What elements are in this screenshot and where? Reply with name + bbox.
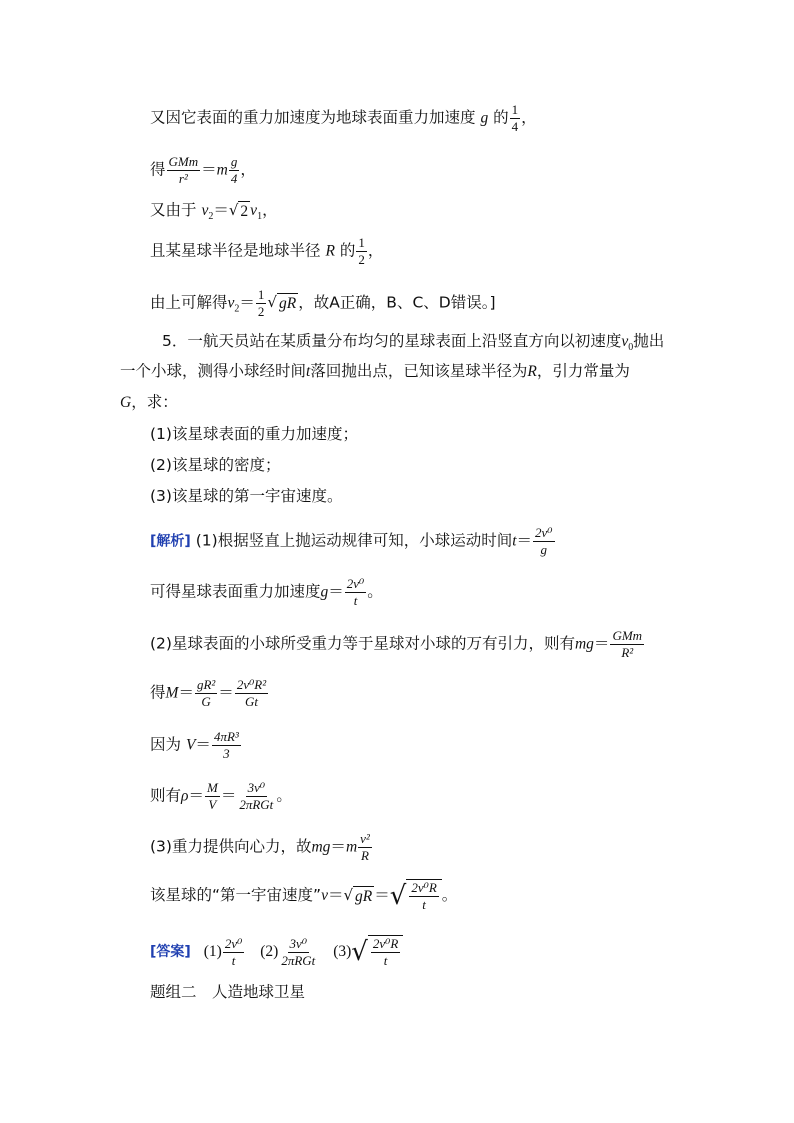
text: (3)该星球的第一宇宙速度。 (150, 487, 343, 505)
text-line-1 (150, 103, 537, 134)
den: Gt (244, 694, 258, 709)
fraction-v2-R (358, 832, 372, 863)
text: ，求： (131, 393, 178, 411)
equals: ＝ (201, 161, 217, 179)
sqrt-2 (229, 201, 250, 222)
num: 4πR³ (213, 729, 239, 744)
text: 得 (150, 160, 166, 179)
den: V (208, 797, 217, 812)
den: 2 (358, 252, 365, 267)
radicand (406, 879, 441, 913)
text: (1)根据竖直上抛运动规律可知，小球运动时间 (195, 531, 513, 550)
sqrt-gR (267, 293, 298, 314)
text: 。 (367, 582, 383, 601)
text: 的 (493, 108, 509, 127)
var-v2: v (227, 294, 235, 312)
answer-3-label: (3) (333, 943, 352, 960)
var-mg: mg (574, 635, 594, 653)
text: (2)该星球的密度； (150, 456, 281, 474)
text: ， (367, 241, 384, 260)
den: g (540, 542, 548, 557)
radical-icon: √ (228, 200, 239, 219)
den: r² (178, 171, 188, 186)
question-5-part-3 (150, 486, 342, 506)
num: v² (360, 831, 370, 846)
num: 3v⁰ (289, 935, 308, 951)
radical-icon: √ (343, 885, 354, 904)
fraction-2v0-t (223, 937, 244, 968)
equals: ＝ (374, 887, 390, 904)
equals: ＝ (516, 532, 533, 550)
text-line-4 (150, 236, 383, 267)
radical-icon: √ (351, 937, 368, 967)
den: t (353, 593, 358, 608)
text: 由上可解得 (150, 293, 228, 312)
text: 可得星球表面重力加速度 (150, 582, 321, 601)
question-5-line-3 (120, 392, 178, 413)
var-R: R (325, 242, 335, 260)
fraction-2v0-t (345, 577, 366, 608)
den: t (383, 953, 388, 968)
solution-line-6 (150, 781, 292, 812)
sub: 0 (628, 342, 634, 354)
sqrt-2v0R-t (390, 879, 442, 913)
fraction-one-half (356, 236, 367, 267)
var-V: V (185, 736, 196, 754)
num: 2v⁰R² (236, 677, 267, 692)
equals: ＝ (178, 684, 194, 702)
den: t (422, 897, 426, 912)
sub: 2 (234, 303, 240, 315)
var-M: M (165, 684, 179, 702)
fraction-g-4 (229, 155, 240, 186)
text: ，引力常量为 (536, 362, 630, 380)
fraction-3v0-2piRGt (279, 937, 317, 968)
solution-line-5 (150, 730, 242, 761)
fraction-2v0R2-Gt (235, 678, 268, 709)
text: ， (521, 108, 537, 127)
fraction-gR2-G (195, 678, 217, 709)
text: 。 (276, 786, 292, 805)
solution-line-2 (150, 577, 383, 608)
fraction-M-V (205, 781, 220, 812)
equals: ＝ (330, 838, 346, 856)
text: 该星球的“第一宇宙速度” (150, 886, 322, 904)
equals: ＝ (188, 787, 204, 805)
solution-line-1 (150, 526, 556, 557)
text: 且某星球半径是地球半径 (150, 241, 321, 260)
fraction-3v0-2piRGt (237, 781, 275, 812)
text: ， (240, 160, 256, 179)
num: 2v⁰ (224, 935, 243, 951)
den: 3 (223, 746, 230, 761)
text: ， (262, 201, 278, 219)
var-v0: v (621, 333, 629, 350)
fraction-gmm-R2 (610, 629, 644, 660)
var-m: m (345, 838, 358, 856)
num: M (206, 780, 218, 795)
answer-line (150, 935, 403, 969)
radicand: gR (278, 295, 297, 312)
fraction-2v0R-t (371, 937, 400, 968)
den: t (231, 952, 236, 968)
solution-tag: [解析] (150, 533, 191, 550)
radical-icon: √ (389, 881, 407, 911)
fraction-2v0R-t (409, 881, 438, 912)
text-line-3 (150, 200, 278, 227)
equals: ＝ (213, 202, 229, 219)
num: 1 (257, 287, 265, 302)
den: 4 (511, 119, 519, 134)
radicand: 2 (240, 202, 249, 220)
text: 因为 (150, 735, 182, 754)
num: 2v⁰R (372, 936, 399, 951)
text: 5．一航天员站在某质量分布均匀的星球表面上沿竖直方向以初速度 (162, 332, 622, 350)
equals: ＝ (239, 294, 255, 312)
num: g (230, 154, 238, 169)
var-v2: v (201, 202, 209, 219)
num: 2v⁰ (535, 525, 553, 540)
question-5-part-1 (150, 424, 358, 444)
text: (1)该星球表面的重力加速度； (150, 425, 358, 443)
num: 1 (358, 235, 365, 250)
sub: 1 (257, 211, 263, 223)
num: 2v⁰R (411, 880, 437, 895)
answer-1-label: (1) (203, 943, 222, 960)
radicand: gR (355, 887, 373, 905)
section-heading (150, 982, 305, 1002)
num: 3v⁰ (247, 780, 266, 795)
var-rho: ρ (181, 787, 189, 805)
radicand (368, 935, 403, 969)
equals: ＝ (195, 736, 211, 754)
question-5-line-1 (162, 331, 664, 358)
text: 题组二 人造地球卫星 (150, 983, 306, 1001)
answer-2-label: (2) (260, 943, 279, 960)
fraction-one-quarter (510, 103, 521, 134)
var-m: m (216, 161, 228, 179)
num: 1 (511, 102, 519, 117)
sub: 2 (208, 211, 214, 223)
sqrt-gR (343, 886, 374, 907)
var-G: G (120, 394, 132, 411)
text: 。 (441, 886, 458, 904)
text: 抛出 (633, 332, 665, 350)
sqrt-2v0R-t (351, 935, 403, 969)
var-v1: v (250, 202, 258, 219)
fraction-gmm-r2 (167, 155, 201, 186)
den: 2πRGt (281, 952, 316, 968)
var-t: t (306, 363, 311, 380)
num: gR² (196, 677, 216, 692)
den: 2 (257, 304, 265, 319)
fraction-2v0-g (533, 526, 554, 557)
text-line-5 (150, 288, 496, 320)
question-5-line-2 (120, 361, 630, 382)
solution-line-3 (150, 629, 645, 660)
num: GMm (168, 154, 199, 169)
equals: ＝ (220, 787, 237, 805)
text: 的 (339, 241, 356, 260)
answer-tag: [答案] (150, 944, 191, 960)
question-5-part-2 (150, 455, 280, 475)
text: ，故A正确，B、C、D错误。] (298, 293, 496, 312)
text: 落回抛出点，已知该星球半径为 (310, 362, 528, 380)
radical-icon: √ (267, 293, 277, 311)
fraction-4piR3-3 (212, 730, 241, 761)
text: (3)重力提供向心力，故 (150, 837, 312, 856)
den: 4 (230, 171, 238, 186)
var-g: g (480, 109, 489, 127)
text: 一个小球，测得小球经时间 (120, 362, 307, 380)
equals: ＝ (218, 684, 234, 702)
var-v: v (321, 887, 328, 904)
text-line-2 (150, 155, 256, 186)
text: 又因它表面的重力加速度为地球表面重力加速度 (150, 108, 476, 127)
var-g: g (320, 583, 329, 601)
equals: ＝ (327, 887, 344, 904)
den: R (361, 848, 369, 863)
equals: ＝ (593, 635, 610, 653)
den: 2πRGt (239, 797, 274, 812)
solution-line-4 (150, 678, 269, 709)
solution-line-8 (150, 879, 457, 913)
var-t: t (512, 532, 517, 550)
var-mg: mg (311, 838, 331, 856)
text: 又由于 (150, 201, 197, 219)
num: GMm (612, 628, 643, 643)
den: G (201, 694, 211, 709)
fraction-one-half (256, 288, 267, 319)
text: 则有 (150, 786, 182, 805)
num: 2v⁰ (346, 576, 365, 591)
solution-line-7 (150, 832, 373, 863)
var-R: R (527, 363, 537, 380)
text: 得 (150, 683, 166, 702)
equals: ＝ (328, 583, 344, 601)
text: (2)星球表面的小球所受重力等于星球对小球的万有引力，则有 (150, 634, 575, 653)
den: R² (621, 645, 634, 660)
